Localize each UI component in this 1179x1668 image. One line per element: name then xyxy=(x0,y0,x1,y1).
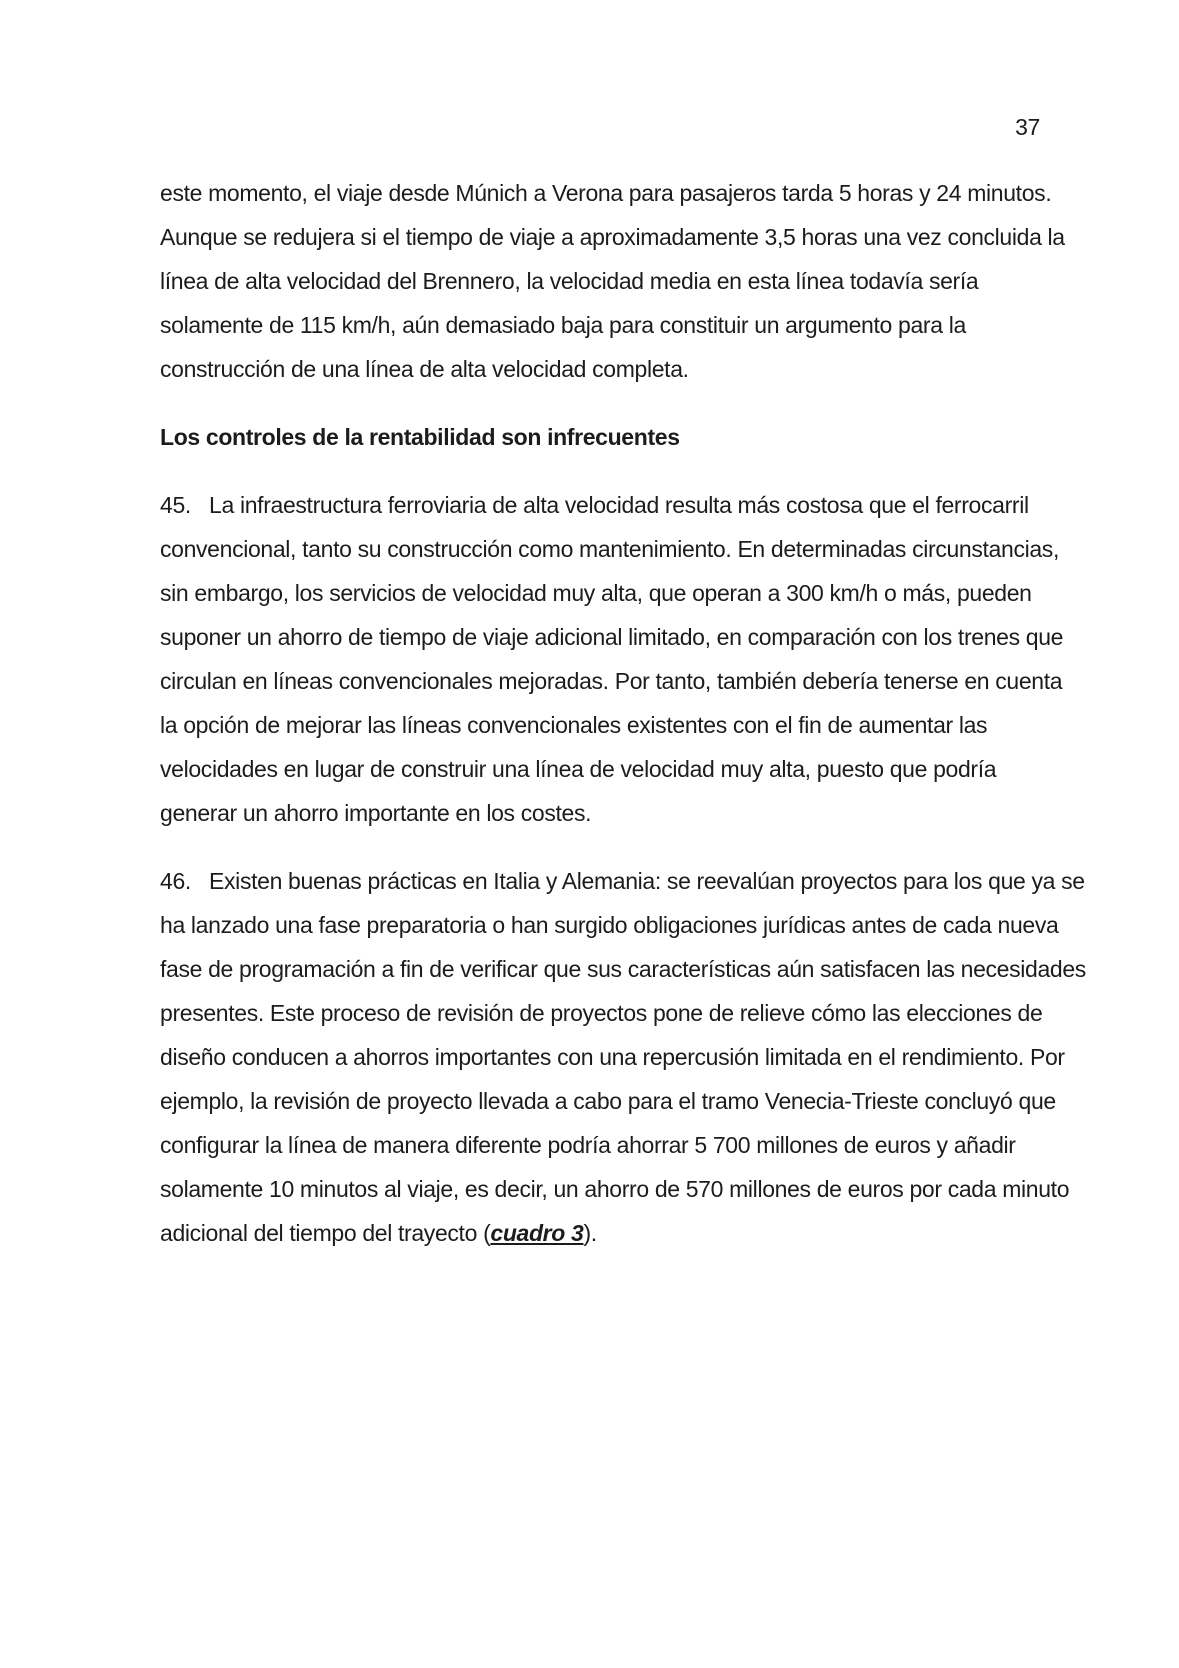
text-line: sin embargo, los servicios de velocidad muy alta, que operan a 300 km/h o más, pueden xyxy=(160,580,1032,606)
section-heading-text: Los controles de la rentabilidad son infrecuentes xyxy=(160,424,680,450)
section-heading xyxy=(160,415,1065,459)
text-segment: adicional del tiempo del trayecto ( xyxy=(160,1220,491,1246)
page-content xyxy=(160,171,1086,1279)
text-line: la opción de mejorar las líneas convencionales existentes con el fin de aumentar las xyxy=(160,712,988,738)
text-line: línea de alta velocidad del Brennero, la velocidad media en esta línea todavía sería xyxy=(160,268,979,294)
text-line: 45. La infraestructura ferroviaria de alta velocidad resulta más costosa que el ferrocarril xyxy=(160,492,1029,518)
page-number: 37 xyxy=(1015,114,1040,140)
paragraph-45 xyxy=(160,483,1065,835)
text-line: velocidades en lugar de construir una línea de velocidad muy alta, puesto que podría xyxy=(160,756,997,782)
text-line: Aunque se redujera si el tiempo de viaje a aproximadamente 3,5 horas una vez concluida la xyxy=(160,224,1065,250)
text-line: convencional, tanto su construcción como mantenimiento. En determinadas circunstancias, xyxy=(160,536,1059,562)
text-line: solamente 10 minutos al viaje, es decir, un ahorro de 570 millones de euros por cada minuto xyxy=(160,1176,1070,1202)
text-segment: ). xyxy=(583,1220,597,1246)
text-line: 46. Existen buenas prácticas en Italia y Alemania: se reevalúan proyectos para los que ya se xyxy=(160,868,1085,894)
text-line: diseño conducen a ahorros importantes con una repercusión limitada en el rendimiento. Por xyxy=(160,1044,1065,1070)
text-line: ejemplo, la revisión de proyecto llevada a cabo para el tramo Venecia-Trieste concluyó que xyxy=(160,1088,1056,1114)
text-line-closing xyxy=(160,1211,1065,1255)
cuadro-3-reference-link[interactable]: cuadro 3 xyxy=(490,1220,584,1246)
text-line: generar un ahorro importante en los costes. xyxy=(160,800,592,826)
text-line: presentes. Este proceso de revisión de proyectos pone de relieve cómo las elecciones de xyxy=(160,1000,1043,1026)
text-line: este momento, el viaje desde Múnich a Verona para pasajeros tarda 5 horas y 24 minutos. xyxy=(160,180,1052,206)
text-line: construcción de una línea de alta velocidad completa. xyxy=(160,356,689,382)
text-line: ha lanzado una fase preparatoria o han surgido obligaciones jurídicas antes de cada nueva xyxy=(160,912,1059,938)
text-line: circulan en líneas convencionales mejoradas. Por tanto, también debería tenerse en cuenta xyxy=(160,668,1063,694)
text-line: solamente de 115 km/h, aún demasiado baja para constituir un argumento para la xyxy=(160,312,966,338)
text-line: fase de programación a fin de verificar que sus características aún satisfacen las necesidades xyxy=(160,956,1086,982)
paragraph-46 xyxy=(160,859,1086,1255)
text-line: configurar la línea de manera diferente podría ahorrar 5 700 millones de euros y añadir xyxy=(160,1132,1016,1158)
intro-paragraph xyxy=(160,171,1065,391)
text-line: suponer un ahorro de tiempo de viaje adicional limitado, en comparación con los trenes que xyxy=(160,624,1064,650)
